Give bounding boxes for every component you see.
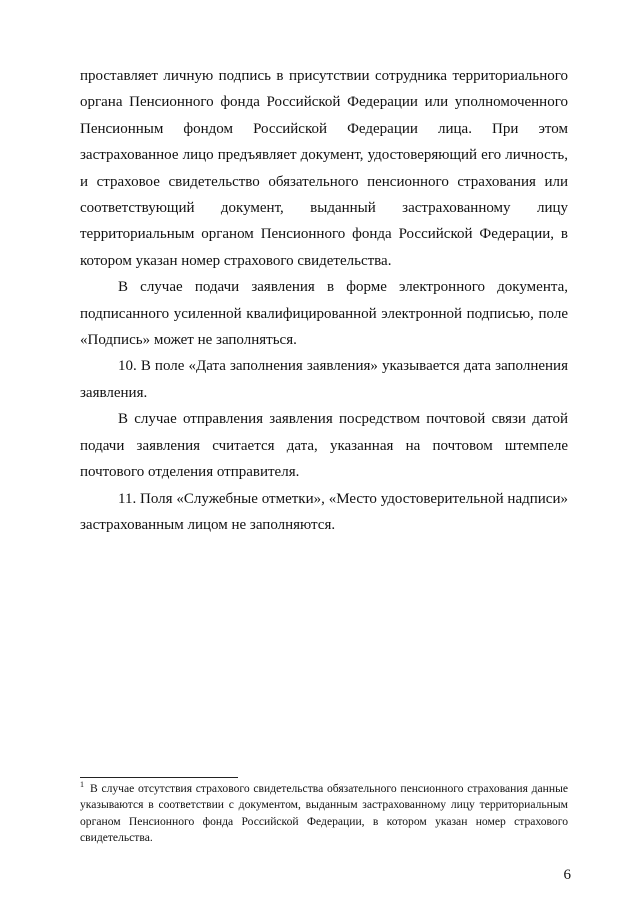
paragraph-signature-procedure: проставляет личную подпись в присутствии сотрудника территориального органа Пенсионного фонда Российской Федерации или уполномоченного Пенсионным фондом Российской Федерации лица. При этом застрахованное лицо предъявляет документ, удостоверяющий его личность, и страховое свидетельство обязательного пенсионного страхования или соответствующий документ, выданный застрахованному лицу территориальным органом Пенсионного фонда Российской Федерации, в котором указан номер страхового свидетельства. xyxy=(80,68,568,269)
paragraph-item-11: 11. Поля «Служебные отметки», «Место удостоверительной надписи» застрахованным лицом не заполняются. xyxy=(80,490,568,533)
page-number: 6 xyxy=(563,867,571,883)
footnote-marker: 1 xyxy=(80,780,84,790)
paragraph-postal-submission: В случае отправления заявления посредством почтовой связи датой подачи заявления считается дата, указанная на почтовом штемпеле почтового отделения отправителя. xyxy=(80,411,568,481)
footnote-separator xyxy=(80,777,238,778)
footnote-text: В случае отсутствия страхового свидетельства обязательного пенсионного страхования данные указываются в соответствии с документом, выданным застрахованному лицу территориальным органом Пенсионного фонда Российской Федерации, в котором указан номер страхового свидетельства. xyxy=(80,782,568,844)
footnote xyxy=(80,781,568,846)
paragraph-item-10: 10. В поле «Дата заполнения заявления» указывается дата заполнения заявления. xyxy=(80,358,568,401)
paragraph-electronic-document: В случае подачи заявления в форме электронного документа, подписанного усиленной квалифицированной электронной подписью, поле «Подпись» может не заполняться. xyxy=(80,279,568,349)
document-body xyxy=(80,63,568,538)
